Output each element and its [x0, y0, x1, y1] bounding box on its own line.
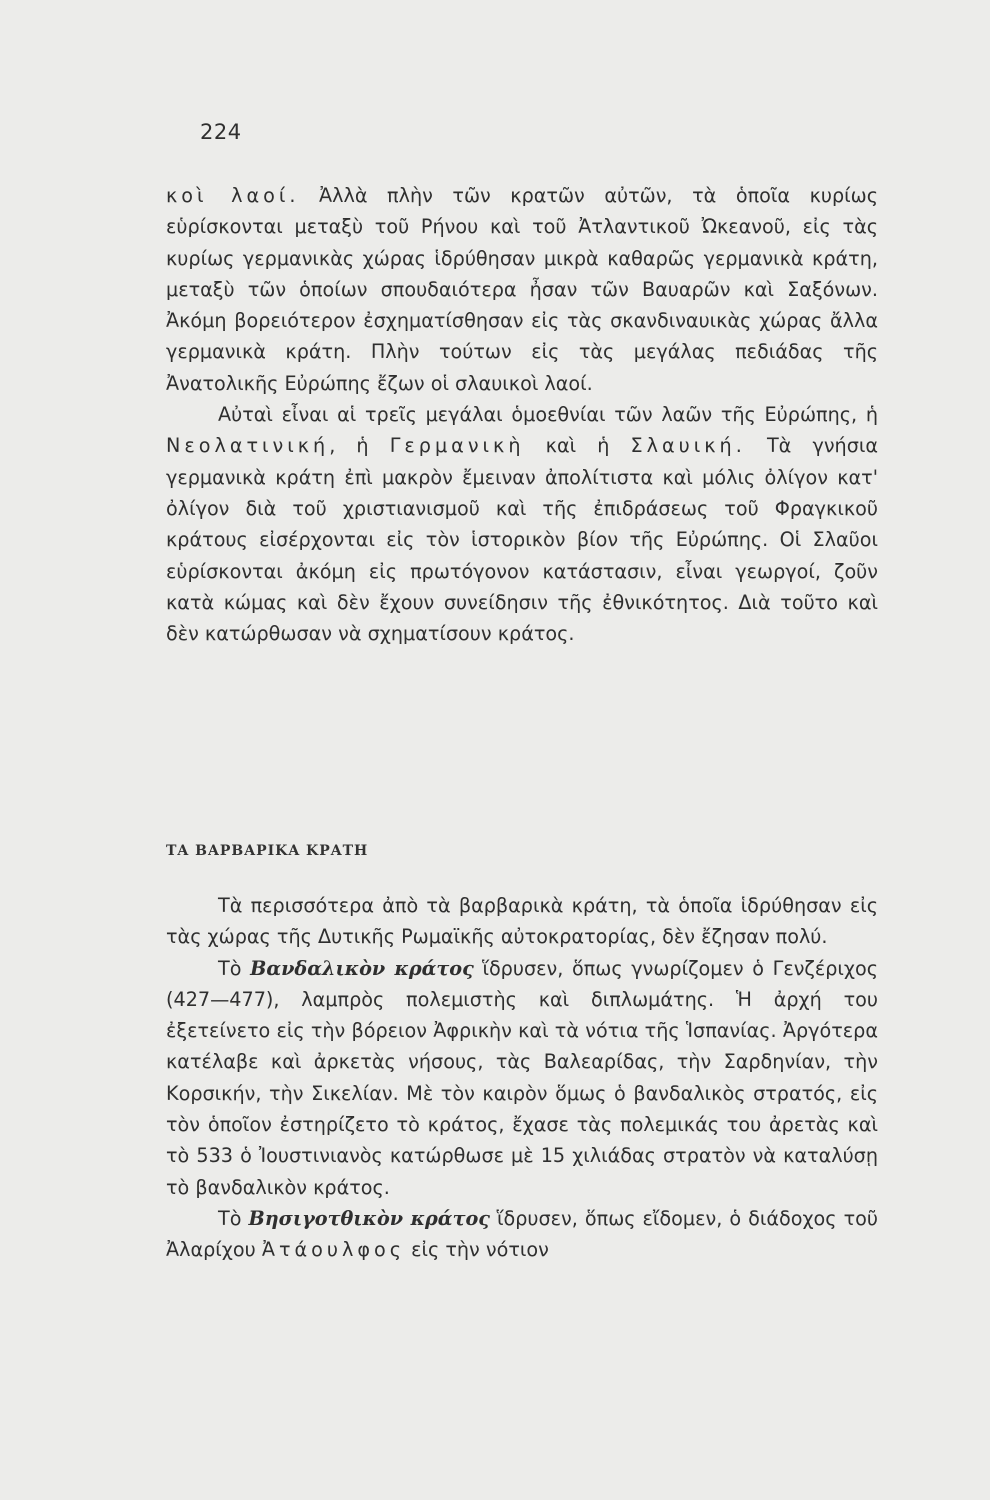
- ataulf-name: Ἀτάουλφος: [261, 1238, 406, 1262]
- p5-end: εἰς τὴν νότιον: [405, 1238, 549, 1262]
- section-heading: ΤΑ ΒΑΡΒΑΡΙΚΑ ΚΡΑΤΗ: [166, 843, 369, 859]
- spaced-words: κοὶ λαοί.: [166, 184, 300, 207]
- vandal-kingdom-term: Βανδαλικὸν κράτος: [250, 956, 474, 980]
- p2-part1: Αὐταὶ εἶναι αἱ τρεῖς μεγάλαι ὁμοεθνίαι τῶν λαῶν τῆς Εὐρώπης, ἡ: [218, 403, 878, 427]
- spaced-german: Γερμανικὴ: [389, 434, 525, 458]
- spaced-slavic: Σλαυική.: [630, 434, 746, 458]
- paragraph-1: [166, 180, 878, 399]
- body-text: [166, 180, 878, 649]
- page-number: 224: [200, 120, 242, 144]
- visigoth-kingdom-term: Βησιγοτθικὸν κράτος: [248, 1206, 490, 1230]
- paragraph-1-text: Ἀλλὰ πλὴν τῶν κρατῶν αὐτῶν, τὰ ὁποῖα κυρίως εὑρίσκονται μεταξὺ τοῦ Ρήνου καὶ τοῦ Ἀτλαντικοῦ Ὠκεανοῦ, εἰς τὰς κυρίως γερμανικὰς χώρας ἱδρύθησαν μικρὰ καθαρῶς γερμανικὰ κράτη, μεταξὺ τῶν ὁποίων σπουδαιότερα ἦσαν τῶν Βαυαρῶν καὶ Σαξόνων. Ἀκόμη βορειότερον ἐσχηματίσθησαν εἰς τὰς σκανδιναυικὰς χώρας ἄλλα γερμανικὰ κράτη. Πλὴν τούτων εἰς τὰς μεγάλας πεδιάδας τῆς Ἀνατολικῆς Εὐρώπης ἔζων οἱ σλαυικοὶ λαοί.: [166, 184, 878, 395]
- paragraph-4: [166, 953, 878, 1203]
- p2-part3: καὶ ἡ: [524, 434, 631, 458]
- paragraph-3: Τὰ περισσότερα ἀπὸ τὰ βαρβαρικὰ κράτη, τὰ ὁποῖα ἱδρύθησαν εἰς τὰς χώρας τῆς Δυτικῆς Ρωμαϊκῆς αὐτοκρατορίας, δὲν ἔζησαν πολύ.: [166, 894, 878, 949]
- p4-text: ἵδρυσεν, ὅπως γνωρίζομεν ὁ Γενζέριχος (427—477), λαμπρὸς πολεμιστὴς καὶ διπλωμάτης. Ἡ ἀρχή του ἐξετείνετο εἰς τὴν βόρειον Ἀφρικὴν καὶ τὰ νότια τῆς Ἱσπανίας. Ἀργότερα κατέλαβε καὶ ἀρκετὰς νήσους, τὰς Βαλεαρίδας, τὴν Σαρδηνίαν, τὴν Κορσικήν, τὴν Σικελίαν. Μὲ τὸν καιρὸν ὅμως ὁ βανδαλικὸς στρατός, εἰς τὸν ὁποῖον ἐστηρίζετο τὸ κράτος, ἔχασε τὰς πολεμικάς του ἀρετὰς καὶ τὸ 533 ὁ Ἰουστινιανὸς κατώρθωσε μὲ 15 χιλιάδας στρατὸν νὰ καταλύσῃ τὸ βανδαλικὸν κράτος.: [166, 956, 878, 1199]
- paragraph-5: [166, 1203, 878, 1266]
- paragraph-2: [166, 399, 878, 649]
- p2-part4: Τὰ γνήσια γερμανικὰ κράτη ἐπὶ μακρὸν ἔμειναν ἀπολίτιστα καὶ μόλις ὀλίγον κατ' ὀλίγον διὰ τοῦ χριστιανισμοῦ καὶ τῆς ἐπιδράσεως τοῦ Φραγκικοῦ κράτους εἰσέρχονται εἰς τὸν ἱστορικὸν βίον τῆς Εὐρώπης. Οἱ Σλαῦοι εὑρίσκονται ἀκόμη εἰς πρωτόγονον κατάστασιν, εἶναι γεωργοί, ζοῦν κατὰ κώμας καὶ δὲν ἔχουν συνείδησιν τῆς ἐθνικότητος. Διὰ τοῦτο καὶ δὲν κατώρθωσαν νὰ σχηματίσουν κράτος.: [166, 434, 878, 646]
- spaced-neolatin: Νεολατινική: [166, 434, 330, 458]
- p5-text: ἵδρυσεν, ὅπως εἴδομεν, ὁ διάδοχος τοῦ Ἀλαρίχου: [166, 1206, 878, 1262]
- p4-start: Τὸ: [218, 956, 251, 980]
- p5-start: Τὸ: [218, 1206, 249, 1230]
- body-text-2: [166, 890, 878, 1266]
- p2-part2: , ἡ: [329, 434, 390, 458]
